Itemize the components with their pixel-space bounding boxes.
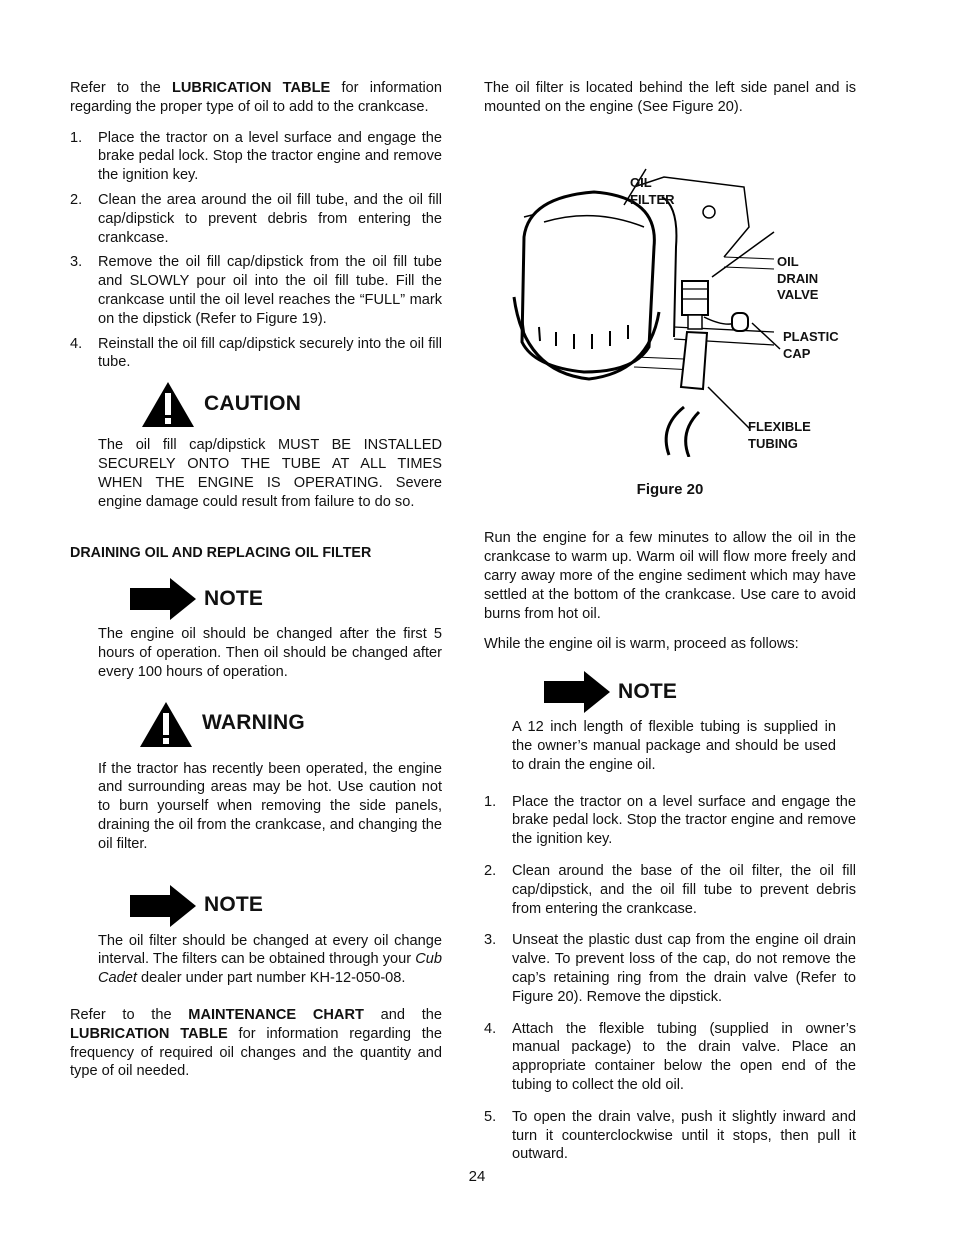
note2-title: NOTE — [204, 893, 264, 917]
proceed-paragraph: While the engine oil is warm, proceed as follows: — [484, 636, 799, 653]
note-title-right: NOTE — [618, 679, 678, 703]
list-item: 1. Place the tractor on a level surface and engage the brake pedal lock. Stop the tractor engine and remove the ignition key. — [484, 793, 856, 848]
list-item: 2. Clean around the base of the oil filter, the oil fill cap/dipstick, and the oil fill tube to prevent debris from entering the crankcase. — [484, 862, 856, 917]
warm-engine-paragraph: Run the engine for a few minutes to allow the oil in the crankcase to warm up. Warm oil will flow more freely and carry away more of the engine sediment which may have settled at the bottom of the crankcase. Use care to avoid burns from hot oil. — [484, 530, 856, 622]
note2-heading — [130, 882, 442, 930]
fill-steps-list — [70, 129, 442, 373]
label-drain-3: VALVE — [777, 286, 819, 302]
warning-triangle-icon — [138, 700, 194, 748]
label-cap-2: CAP — [783, 345, 811, 361]
warning-triangle-icon — [140, 380, 196, 428]
figure-20 — [484, 127, 856, 457]
caution-title: CAUTION — [204, 391, 302, 415]
warning-text: If the tractor has recently been operated, the engine and surrounding areas may be hot. Use caution not to burn yourself when removing the side panels, draining the oil from the crankcase, and changing the oil filter. — [98, 760, 442, 852]
page-number: 24 — [468, 1168, 486, 1185]
arrow-right-icon — [130, 885, 196, 927]
warning-title: WARNING — [202, 711, 305, 735]
list-item: 4. Reinstall the oil fill cap/dipstick securely into the oil fill tube. — [70, 335, 442, 371]
outro-paragraph: Refer to the MAINTENANCE CHART and the LUBRICATION TABLE for information regarding the frequency of required oil changes and the quantity and type of oil needed. — [70, 1006, 442, 1080]
drain-steps-list — [484, 793, 856, 1165]
list-item: 1. Place the tractor on a level surface and engage the brake pedal lock. Stop the tractor engine and remove the ignition key. — [70, 129, 442, 184]
note-heading-right — [544, 668, 856, 716]
figure-caption: Figure 20 — [636, 480, 704, 498]
caution-heading — [140, 380, 442, 428]
label-tubing-1: FLEXIBLE — [748, 418, 811, 434]
label-drain-2: DRAIN — [777, 270, 819, 286]
caution-text: The oil fill cap/dipstick MUST BE INSTALLED SECURELY ONTO THE TUBE AT ALL TIMES WHEN THE ENGINE IS OPERATING. Severe engine damage could result from failure to do so. — [98, 437, 442, 510]
note-text-right: A 12 inch length of flexible tubing is supplied in the owner’s manual package and should be used to drain the engine oil. — [512, 719, 836, 773]
note1-title: NOTE — [204, 586, 264, 610]
right-column — [484, 79, 856, 1170]
note1-heading — [130, 575, 442, 623]
list-item: 3. Unseat the plastic dust cap from the engine oil drain valve. To prevent loss of the cap, do not remove the cap’s retaining ring from the drain valve (Refer to Figure 20). Remove the dipstick. — [484, 932, 856, 1005]
list-item: 4. Attach the flexible tubing (supplied in owner’s manual package) to the drain valve. Place an appropriate container below the open end of the tubing to collect the old oil. — [484, 1020, 856, 1093]
arrow-right-icon — [130, 578, 196, 620]
label-oil-filter-1: OIL — [630, 174, 652, 190]
label-oil-filter-2: FILTER — [630, 191, 675, 207]
intro-paragraph: Refer to the LUBRICATION TABLE for information regarding the proper type of oil to add to the crankcase. — [70, 80, 442, 115]
section-heading: DRAINING OIL AND REPLACING OIL FILTER — [70, 545, 372, 562]
note2-text: The oil filter should be changed at every oil change interval. The filters can be obtained through your Cub Cadet dealer under part number KH-12-050-08. — [98, 932, 442, 987]
label-drain-1: OIL — [777, 253, 799, 269]
arrow-right-icon — [544, 671, 610, 713]
note1-text: The engine oil should be changed after the first 5 hours of operation. Then oil should be changed after every 100 hours of operation. — [98, 626, 442, 680]
oil-filter-diagram — [484, 127, 856, 457]
warning-heading — [138, 700, 442, 748]
label-tubing-2: TUBING — [748, 435, 798, 451]
list-item: 5. To open the drain valve, push it slightly inward and turn it counterclockwise until it stops, then pull it outward. — [484, 1108, 856, 1163]
label-cap-1: PLASTIC — [783, 328, 839, 344]
left-column — [70, 79, 442, 1081]
figure-intro: The oil filter is located behind the left side panel and is mounted on the engine (See Figure 20). — [484, 80, 856, 115]
list-item: 3. Remove the oil fill cap/dipstick from the oil fill tube and SLOWLY pour oil into the oil fill tube. Fill the crankcase until the oil level reaches the “FULL” mark on the dipstick (Refer to Figure 19). — [70, 254, 442, 327]
list-item: 2. Clean the area around the oil fill tube, and the oil fill cap/dipstick to prevent debris from entering the crankcase. — [70, 191, 442, 246]
